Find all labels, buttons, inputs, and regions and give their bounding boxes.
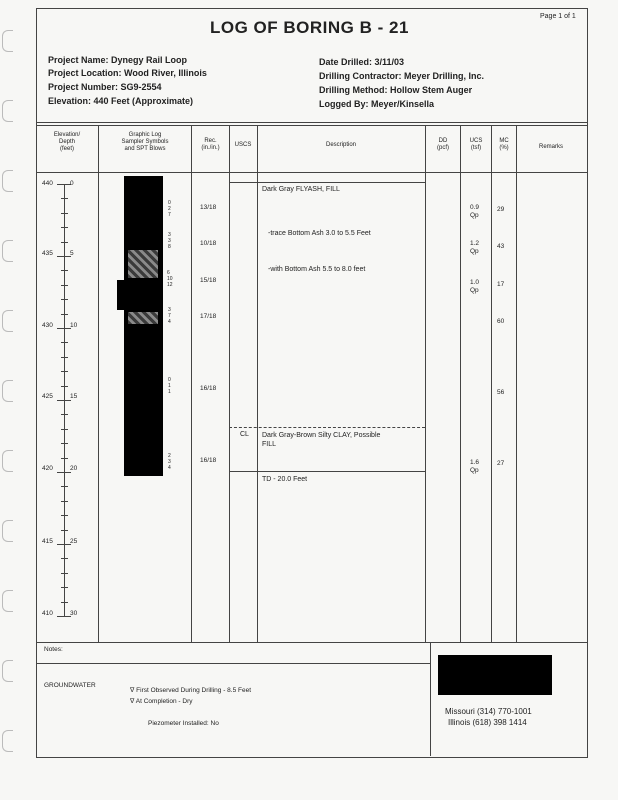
layer-note: -with Bottom Ash 5.5 to 8.0 feet: [268, 266, 366, 273]
project-number: Project Number: SG9-2554: [48, 82, 162, 92]
page-title: LOG OF BORING B - 21: [210, 18, 409, 37]
minor-tick: [61, 587, 68, 588]
desc-box-edge: [425, 182, 426, 472]
minor-tick: [61, 270, 68, 271]
depth-label: 15: [70, 393, 78, 400]
blow-count: 3: [168, 238, 171, 244]
col-header-line: (pcf): [437, 145, 449, 151]
ucs-value: [470, 279, 479, 295]
date-drilled: Date Drilled: 3/11/03: [319, 57, 405, 67]
groundwater-label: GROUNDWATER: [44, 682, 96, 689]
major-tick: [57, 472, 71, 473]
col-header-mc: [492, 138, 516, 152]
col-header-line: MC: [499, 138, 509, 144]
recovery-value: 10/18: [200, 240, 217, 247]
blow-count: 4: [168, 465, 171, 471]
major-tick: [57, 184, 71, 185]
minor-tick: [61, 242, 68, 243]
drilling-contractor: Drilling Contractor: Meyer Drilling, Inc.: [319, 71, 485, 81]
major-tick: [57, 256, 71, 257]
minor-tick: [61, 443, 68, 444]
blow-count: 7: [168, 212, 171, 218]
minor-tick: [61, 501, 68, 502]
project-location: Project Location: Wood River, Illinois: [48, 68, 207, 78]
mc-value: 60: [497, 318, 505, 325]
table-top-border: [36, 122, 587, 123]
blow-count: 2: [168, 453, 171, 459]
minor-tick: [61, 602, 68, 603]
binder-ring: [2, 730, 13, 752]
ucs-qualifier: Qp: [470, 212, 479, 219]
col-header-line: (feet): [59, 146, 74, 152]
elev-label: 425: [42, 393, 53, 400]
minor-tick: [61, 371, 68, 372]
layer-boundary: [229, 182, 425, 183]
binder-ring: [2, 590, 13, 612]
layer-note: -trace Bottom Ash 3.0 to 5.5 Feet: [268, 230, 371, 237]
depth-label: 10: [70, 322, 78, 329]
desc-line: FILL: [262, 441, 277, 448]
recovery-value: 16/18: [200, 457, 217, 464]
col-header-line: (tsf): [470, 145, 482, 151]
minor-tick: [61, 414, 68, 415]
phone-illinois: Illinois (618) 398 1414: [448, 718, 527, 727]
minor-tick: [61, 486, 68, 487]
minor-tick: [61, 530, 68, 531]
col-header-dd: [426, 138, 460, 152]
groundwater-completion: ∇ At Completion - Dry: [130, 698, 193, 705]
binder-ring: [2, 310, 13, 332]
col-divider: [516, 125, 517, 642]
depth-label: 25: [70, 538, 78, 545]
layer-boundary: [229, 471, 425, 472]
minor-tick: [61, 299, 68, 300]
col-header-description: Description: [325, 142, 356, 148]
log-sheet: [36, 8, 588, 758]
col-divider: [229, 125, 230, 642]
major-tick: [57, 544, 71, 545]
elev-label: 420: [42, 465, 53, 472]
binder-ring: [2, 100, 13, 122]
minor-tick: [61, 515, 68, 516]
project-elevation: Elevation: 440 Feet (Approximate): [48, 96, 194, 106]
col-header-line: Graphic Log: [128, 132, 162, 138]
binder-ring: [2, 170, 13, 192]
col-divider: [191, 125, 192, 642]
minor-tick: [61, 573, 68, 574]
groundwater-first: ∇ First Observed During Drilling - 8.5 Feet: [130, 687, 252, 694]
layer-boundary-dashed: [229, 427, 425, 428]
blow-count: 6: [167, 270, 170, 276]
mc-value: 56: [497, 389, 505, 396]
binder-ring: [2, 240, 13, 262]
graphic-log-column: [124, 176, 163, 476]
col-header-recovery: [193, 138, 228, 152]
table-bottom-border: [36, 642, 587, 643]
blow-count: 3: [168, 307, 171, 313]
blow-count: 10: [167, 276, 173, 282]
minor-tick: [61, 342, 68, 343]
blow-count: 1: [168, 383, 171, 389]
layer-description: [262, 431, 380, 449]
major-tick: [57, 328, 71, 329]
header-bottom-border: [36, 172, 587, 173]
col-divider: [257, 125, 258, 642]
blow-count: 0: [168, 377, 171, 383]
binder-ring: [2, 450, 13, 472]
minor-tick: [61, 386, 68, 387]
col-header-line: Rec.: [204, 138, 217, 144]
ucs-number: 0.9: [470, 204, 480, 211]
mc-value: 29: [497, 206, 505, 213]
graphic-log-offset: [117, 280, 163, 310]
col-divider: [460, 125, 461, 642]
minor-tick: [61, 357, 68, 358]
drilling-method: Drilling Method: Hollow Stem Auger: [319, 85, 473, 95]
col-header-line: Depth: [58, 139, 75, 145]
elev-label: 440: [42, 180, 53, 187]
recovery-value: 17/18: [200, 313, 217, 320]
col-header-elevation: [38, 132, 96, 153]
recovery-value: 13/18: [200, 204, 217, 211]
recovery-value: 16/18: [200, 385, 217, 392]
project-name: Project Name: Dynegy Rail Loop: [48, 55, 188, 65]
binder-ring: [2, 380, 13, 402]
ucs-qualifier: Qp: [470, 287, 479, 294]
depth-label: 20: [70, 465, 78, 472]
ucs-value: [470, 459, 479, 475]
elev-label: 430: [42, 322, 53, 329]
page-number: Page 1 of 1: [540, 13, 576, 20]
ucs-value: [470, 240, 479, 256]
notes-label: Notes:: [44, 646, 63, 653]
blow-count: 3: [168, 459, 171, 465]
blow-count: 0: [168, 200, 171, 206]
blow-count: 7: [168, 313, 171, 319]
ucs-number: 1.0: [470, 279, 480, 286]
notes-divider: [36, 663, 430, 664]
minor-tick: [61, 458, 68, 459]
spt-blows: [168, 200, 171, 218]
sampler-symbol: [128, 312, 158, 324]
uscs-code: CL: [240, 431, 249, 438]
ucs-value: [470, 204, 479, 220]
binder-ring: [2, 30, 13, 52]
spt-blows: [168, 307, 171, 325]
logged-by: Logged By: Meyer/Kinsella: [319, 99, 435, 109]
ucs-qualifier: Qp: [470, 467, 479, 474]
col-header-line: Elevation/: [53, 132, 81, 138]
recovery-value: 15/18: [200, 277, 217, 284]
minor-tick: [61, 314, 68, 315]
col-header-line: and SPT Blows: [124, 146, 166, 152]
elev-label: 410: [42, 610, 53, 617]
total-depth: TD - 20.0 Feet: [262, 476, 308, 483]
col-header-uscs: USCS: [234, 142, 252, 148]
table-top-border: [36, 125, 587, 126]
depth-label: 5: [70, 250, 74, 257]
spt-blows: [168, 377, 171, 395]
minor-tick: [61, 285, 68, 286]
col-header-ucs: [461, 138, 491, 152]
blow-count: 1: [168, 389, 171, 395]
binder-ring: [2, 520, 13, 542]
minor-tick: [61, 227, 68, 228]
col-divider: [491, 125, 492, 642]
col-header-remarks: Remarks: [538, 144, 563, 150]
company-logo-redacted: [438, 655, 552, 695]
depth-label: 30: [70, 610, 78, 617]
blow-count: 4: [168, 319, 171, 325]
spt-blows: [167, 270, 173, 288]
spt-blows: [168, 453, 171, 471]
col-header-line: (%): [499, 145, 509, 151]
mc-value: 43: [497, 243, 505, 250]
col-header-line: UCS: [469, 138, 483, 144]
depth-label: 0: [70, 180, 74, 187]
blow-count: 12: [167, 282, 173, 288]
ucs-number: 1.6: [470, 459, 480, 466]
contact-divider: [430, 642, 431, 756]
layer-description: Dark Gray FLYASH, FILL: [262, 186, 340, 193]
spt-blows: [168, 232, 171, 250]
major-tick: [57, 616, 71, 617]
mc-value: 27: [497, 460, 505, 467]
col-header-line: Sampler Symbols: [121, 139, 169, 145]
minor-tick: [61, 429, 68, 430]
desc-line: Dark Gray-Brown Silty CLAY, Possible: [262, 432, 381, 439]
blow-count: 8: [168, 244, 171, 250]
minor-tick: [61, 213, 68, 214]
blow-count: 2: [168, 206, 171, 212]
major-tick: [57, 400, 71, 401]
binder-ring: [2, 660, 13, 682]
col-header-graphic-log: [100, 132, 190, 153]
phone-missouri: Missouri (314) 770-1001: [445, 707, 532, 716]
blow-count: 3: [168, 232, 171, 238]
col-divider: [98, 125, 99, 642]
elev-label: 435: [42, 250, 53, 257]
mc-value: 17: [497, 281, 505, 288]
ucs-number: 1.2: [470, 240, 480, 247]
col-header-line: (in./in.): [201, 145, 220, 151]
minor-tick: [61, 198, 68, 199]
elev-label: 415: [42, 538, 53, 545]
minor-tick: [61, 558, 68, 559]
piezometer-note: Piezometer Installed: No: [148, 720, 219, 727]
col-header-line: DD: [438, 138, 448, 144]
ucs-qualifier: Qp: [470, 248, 479, 255]
sampler-symbol: [128, 250, 158, 278]
